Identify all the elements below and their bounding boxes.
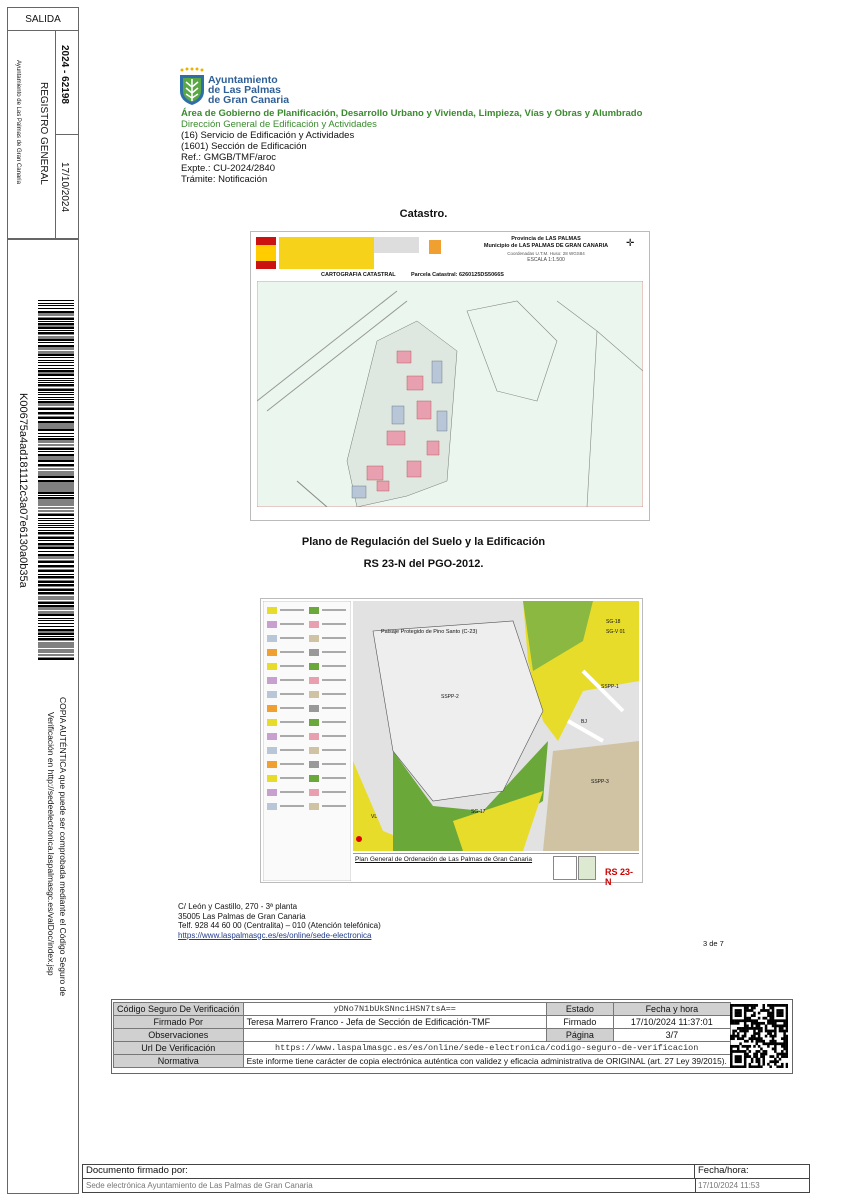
plan-general-title: Plan General de Ordenación de Las Palmas de Gran Canaria (355, 856, 533, 863)
gobierno-logo (279, 237, 374, 269)
signed-by-label: Documento firmado por: (83, 1165, 695, 1179)
legend-swatch (267, 761, 277, 768)
legend-swatch (267, 775, 277, 782)
qr-code (730, 1004, 788, 1068)
legend-swatch (267, 635, 277, 642)
sede-electronica-link[interactable]: https://www.laspalmasgc.es/es/online/sede-electronica (178, 930, 372, 940)
catastro-logo-icon (429, 240, 441, 254)
plano-title-line1: Plano de Regulación del Suelo y la Edificación (301, 536, 546, 548)
normativa-value: Este informe tiene carácter de copia electrónica auténtica con validez y eficacia administrativa de ORIGINAL (art. 27 Ley 39/2015). (243, 1055, 730, 1068)
cartografia-label: CARTOGRAFIA CATASTRAL (321, 272, 396, 278)
signed-box (82, 1164, 810, 1193)
north-arrow-icon: ✛ (626, 238, 635, 249)
copia-autentica-line2: Verificación en http://sedeelectronica.laspalmasgc.es/valDoc/index.jsp (46, 712, 56, 976)
legend-swatch (267, 663, 277, 670)
fecha-label: Fecha y hora (613, 1003, 730, 1016)
registro-date: 17/10/2024 (59, 162, 70, 213)
registro-number: 2024 - 62198 (59, 45, 70, 104)
plano-title-block (353, 853, 639, 887)
logo-line: de Gran Canaria (208, 94, 290, 106)
seccion: (1601) Sección de Edificación (181, 141, 307, 152)
logo-line: Ayuntamiento (208, 74, 278, 86)
salida-label: SALIDA (7, 7, 79, 31)
zone-label: SG-V 01 (606, 629, 626, 635)
parcela-label: Parcela Catastral: 6260125DS5066S (411, 272, 504, 278)
servicio: (16) Servicio de Edificación y Actividades (181, 130, 355, 141)
zone-label: BJ (581, 719, 587, 725)
pagina-value: 3/7 (613, 1029, 730, 1042)
copia-autentica-line1: COPIA AUTÉNTICA que puede ser comprobada mediante el Código Seguro de (58, 697, 68, 997)
referencia: Ref.: GMGB/TMF/aroc (181, 152, 277, 163)
csv-label: Código Seguro De Verificación (114, 1003, 244, 1016)
legend-swatch (309, 607, 319, 614)
legend-swatch (267, 691, 277, 698)
zone-label: SG-18 (606, 619, 621, 625)
legend-swatch (267, 803, 277, 810)
direccion-general: Dirección General de Edificación y Actividades (181, 119, 377, 130)
logo-line: de Las Palmas (208, 84, 281, 96)
ayuntamiento-logo-text (208, 75, 289, 105)
legend-swatch (309, 691, 319, 698)
verification-table (113, 1002, 731, 1068)
legend-swatch (309, 663, 319, 670)
escala: ESCALA 1:1.500 (527, 257, 565, 263)
legend-swatch (267, 747, 277, 754)
estado-value: Firmado (546, 1016, 613, 1029)
signed-date-value: 17/10/2024 11:53 (698, 1181, 760, 1190)
legend-swatch (309, 761, 319, 768)
plano-title-line2: RS 23-N del PGO-2012. (363, 558, 484, 570)
legend-swatch (309, 649, 319, 656)
legend-swatch (309, 803, 319, 810)
municipio: Municipio de LAS PALMAS DE GRAN CANARIA (483, 243, 609, 249)
legend-swatch (309, 733, 319, 740)
plano-legend (263, 601, 351, 881)
normativa-label: Normativa (114, 1055, 244, 1068)
zone-label: SSPP-1 (601, 684, 619, 690)
contact-address (178, 902, 381, 940)
sheet-number: RS 23-N (605, 867, 634, 887)
signed-date-label: Fecha/hora: (695, 1165, 809, 1179)
provincia: Provincia de LAS PALMAS (511, 236, 581, 242)
legend-swatch (309, 677, 319, 684)
legend-swatch (309, 747, 319, 754)
legend-swatch (267, 607, 277, 614)
legend-swatch (267, 705, 277, 712)
divider (695, 1179, 696, 1193)
legend-swatch (267, 621, 277, 628)
address-line: 35005 Las Palmas de Gran Canaria (178, 911, 306, 921)
page-number: 3 de 7 (703, 939, 724, 948)
zone-label: SSPP-2 (441, 694, 459, 700)
fecha-value: 17/10/2024 11:37:01 (613, 1016, 730, 1029)
zone-label: SG-17 (471, 809, 486, 815)
address-line: C/ León y Castillo, 270 - 3ª planta (178, 902, 298, 911)
plano-title (0, 531, 847, 575)
legend-swatch (267, 733, 277, 740)
spain-flag-icon (256, 237, 276, 269)
legend-swatch (309, 719, 319, 726)
cadastral-map-drawing (257, 281, 643, 507)
header-info (181, 108, 642, 185)
barcode-code: K00675a4ad181112c3a07e6130a0b35a (17, 393, 29, 588)
ministerio-logo (374, 237, 419, 253)
estado-label: Estado (546, 1003, 613, 1016)
legend-swatch (267, 789, 277, 796)
verification-url[interactable]: https://www.laspalmasgc.es/es/online/sede-electronica/codigo-seguro-de-verificacion (243, 1042, 730, 1055)
ayuntamiento-small: Ayuntamiento de Las Palmas de Gran Canaria (15, 60, 21, 184)
legend-swatch (309, 635, 319, 642)
zone-label: VL (371, 814, 378, 820)
zone-label: SSPP-3 (591, 779, 609, 785)
barcode (38, 300, 74, 660)
legend-swatch (309, 789, 319, 796)
area-gobierno: Área de Gobierno de Planificación, Desarrollo Urbano y Vivienda, Limpieza, Vías y Obras y Alumbrado (181, 108, 643, 119)
coordenadas: Coordenadas U.T.M. Huso: 28 WGS84 (507, 251, 585, 256)
catastro-title: Catastro. (399, 208, 448, 220)
phone-line: Telf. 928 44 60 00 (Centralita) – 010 (Atención telefónica) (178, 921, 381, 930)
legend-swatch (267, 649, 277, 656)
catastro-heading (476, 236, 616, 264)
url-label: Url De Verificación (114, 1042, 244, 1055)
legend-swatch (309, 705, 319, 712)
sheet-index-icon (553, 856, 577, 880)
observaciones-value (243, 1029, 546, 1042)
tramite: Trámite: Notificación (181, 174, 268, 185)
plano-map-drawing (353, 601, 639, 851)
catastro-map (250, 231, 650, 521)
csv-value: yDNo7N1bUkSNnciHSN7tsA== (243, 1003, 546, 1016)
expediente: Expte.: CU-2024/2840 (181, 163, 276, 174)
legend-swatch (267, 719, 277, 726)
plano-map (260, 598, 643, 887)
paisaje-label: Paisaje Protegido de Pino Santo (C-23) (381, 629, 478, 635)
legend-swatch (309, 621, 319, 628)
pagina-label: Página (546, 1029, 613, 1042)
ayuntamiento-logo-icon (178, 67, 206, 107)
registro-general-label: REGISTRO GENERAL (38, 82, 49, 185)
location-map-icon (578, 856, 596, 880)
legend-swatch (309, 775, 319, 782)
observaciones-label: Observaciones (114, 1029, 244, 1042)
legend-swatch (267, 677, 277, 684)
firmado-por-value: Teresa Marrero Franco - Jefa de Sección de Edificación-TMF (243, 1016, 546, 1029)
divider (7, 238, 79, 240)
signed-by-value: Sede electrónica Ayuntamiento de Las Palmas de Gran Canaria (86, 1181, 313, 1190)
firmado-por-label: Firmado Por (114, 1016, 244, 1029)
